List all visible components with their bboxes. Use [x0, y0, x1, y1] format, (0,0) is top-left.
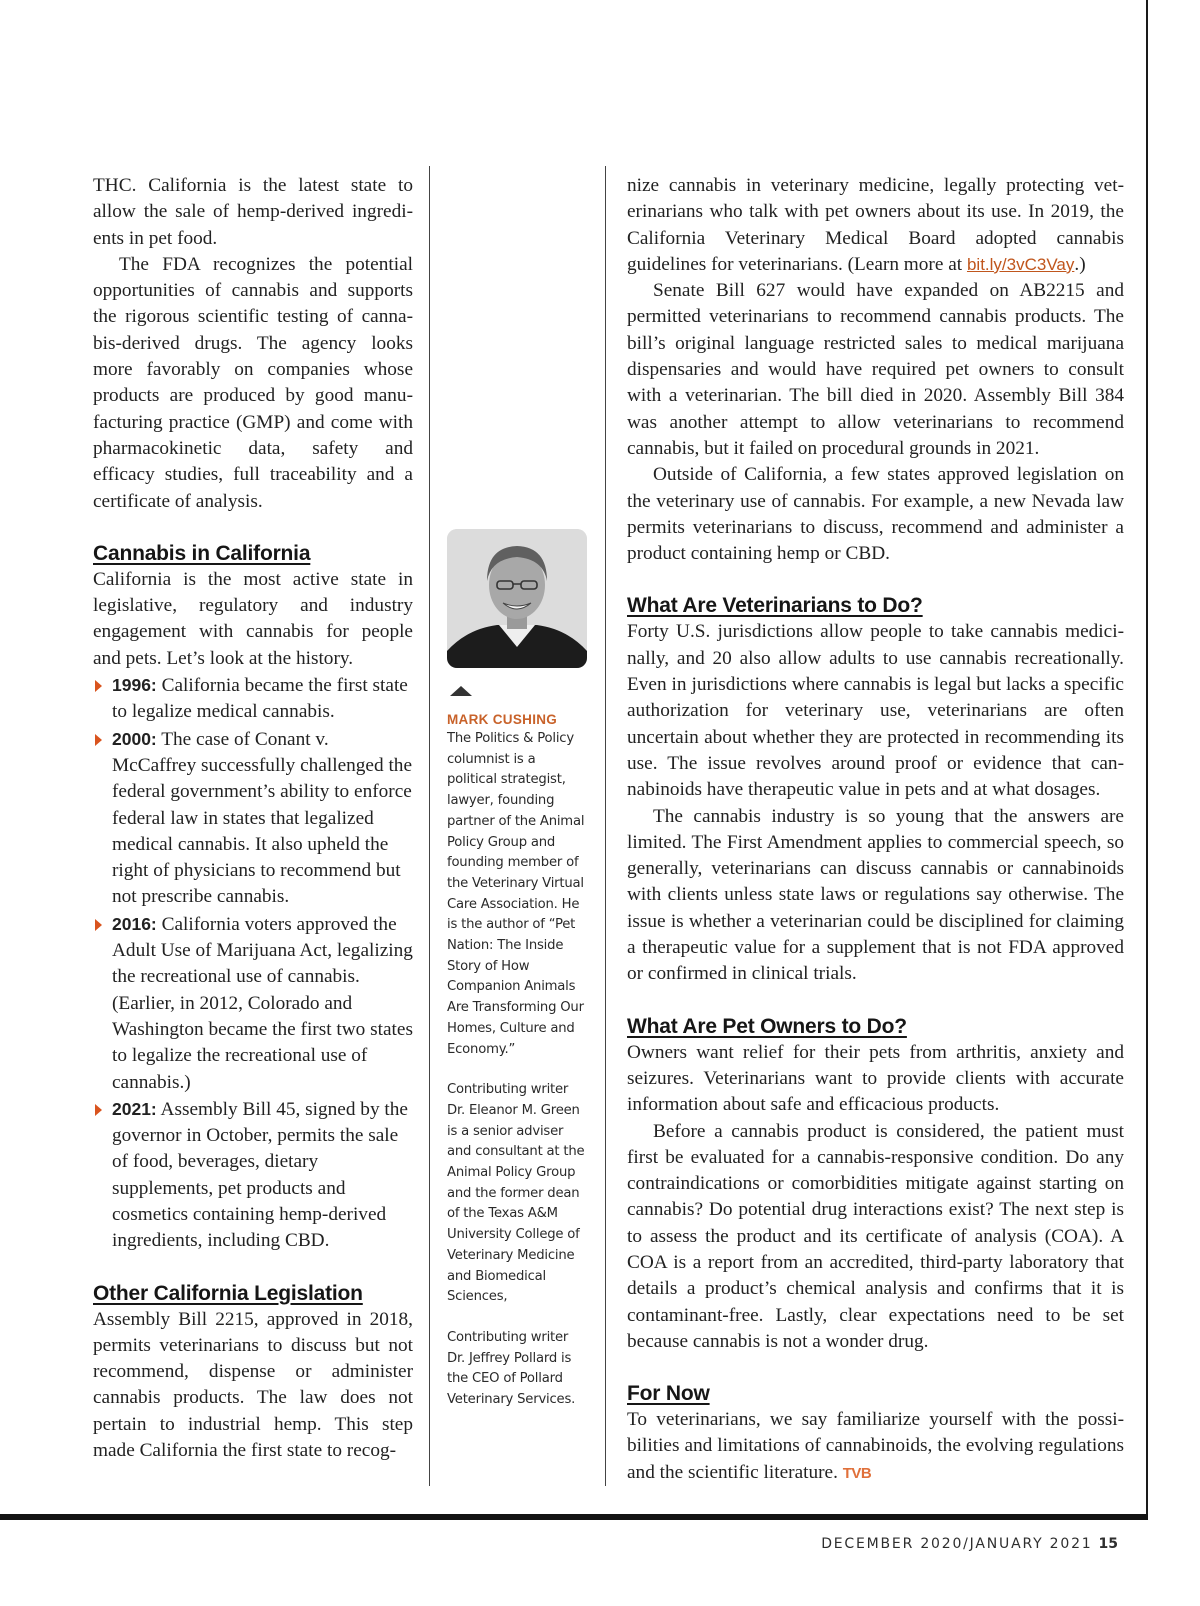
bullet-text: Assembly Bill 45, signed by the governor in October, permits the sale of food, beverages, dietary supplements, pet products and cosmetics containing hemp-derived ingredients, including CBD.: [112, 1098, 408, 1252]
bullet-year: 2000:: [112, 728, 157, 749]
list-item: [93, 1096, 413, 1255]
author-name: MARK CUSHING: [447, 712, 558, 727]
bullet-text: The case of Conant v. McCaffrey successfully challenged the federal government’s ability to enforce federal law in states that legalized medical cannabis. It also upheld the right of physicians to recommend but not prescribe cannabis.: [112, 728, 412, 908]
bullet-year: 1996:: [112, 675, 157, 696]
bullet-year: 2021:: [112, 1098, 157, 1119]
paragraph: Outside of California, a few states approved legislation on the veterinary use of cannabis. For example, a new Nevada law permits veterinarians to discuss, recommend and administer a product containing hemp or CBD.: [627, 464, 1124, 565]
contributor-bio: Contributing writer Dr. Jeffrey Pollard is the CEO of Pollard Veterinary Services.: [447, 1329, 576, 1408]
page-edge: [1146, 0, 1148, 1520]
column-divider: [605, 166, 606, 1486]
paragraph: To veterinarians, we say familiarize yourself with the possibilities and limitations of cannabinoids, the evolving regulations and the scientific literature. TVB: [627, 1409, 1124, 1483]
paragraph: California is the most active state in legislative, regulatory and industry engagement with cannabis for people and pets. Let’s look at the history.: [93, 568, 413, 669]
left-column: [93, 173, 413, 1464]
heading-other-california-legislation: Other California Legislation: [93, 1281, 363, 1305]
heading-cannabis-in-california: Cannabis in California: [93, 541, 311, 565]
page-number: 15: [1098, 1536, 1118, 1552]
heading-what-are-veterinarians-to-do: What Are Veterinarians to Do?: [627, 594, 923, 618]
column-divider: [429, 166, 430, 1486]
bullet-triangle-icon: [95, 1104, 102, 1116]
paragraph: Owners want relief for their pets from arthritis, anxiety and seizures. Veterinarians want to provide clients with accurate information about safe and efficacious products.: [627, 1041, 1124, 1116]
author-photo: [447, 529, 587, 668]
bullet-triangle-icon: [95, 734, 102, 746]
heading-for-now: For Now: [627, 1382, 710, 1406]
author-bio: The Politics & Policy columnist is a political strategist, lawyer, founding partner of the Animal Policy Group and founding member of the Veterinary Virtual Care Association. He is the author of “Pet Nation: The Inside Story of How Companion Animals Are Transforming Our Homes, Culture and Economy.”: [447, 731, 585, 1057]
bullet-year: 2016:: [112, 913, 157, 934]
list-item: [93, 726, 413, 911]
footer-rule: [0, 1514, 1148, 1520]
paragraph: THC. California is the latest state to allow the sale of hemp-derived ingredients in pet food.: [93, 175, 413, 249]
caret-up-icon: [450, 686, 472, 696]
paragraph: Forty U.S. jurisdictions allow people to take cannabis medicinally, and 20 also allow adults to use cannabis recreationally. Even in jurisdictions where cannabis is legal but lacks a specific authorization for veterinary use, veterinarians are often uncertain about whether they are protected in recommending its use. The issue revolves around proof or evidence that cannabinoids have therapeutic value in pets and at what dosages.: [627, 621, 1124, 801]
paragraph: The FDA recognizes the potential opportunities of cannabis and supports the rigorous scientific testing of cannabis-derived drugs. The agency looks more favorably on companies whose products are produced by good manufacturing practice (GMP) and come with pharmacokinetic data, safety and efficacy studies, full traceability and a certificate of analysis.: [93, 253, 413, 512]
heading-what-are-pet-owners-to-do: What Are Pet Owners to Do?: [627, 1014, 907, 1038]
list-item: [93, 672, 413, 726]
list-item: [93, 911, 413, 1096]
paragraph: Assembly Bill 2215, approved in 2018, permits veterinarians to discuss but not recommend, dispense or administer cannabis products. The law does not pertain to industrial hemp. This step made California the first state to recog-: [93, 1308, 413, 1462]
paragraph: Senate Bill 627 would have expanded on AB2215 and permitted veterinarians to recommend cannabis products. The bill’s original language restricted sales to medical marijuana dispensaries and would have required pet owners to consult with a veterinarian. The bill died in 2020. Assembly Bill 384 was another attempt to allow veterinarians to recommend cannabis, but it failed on procedural grounds in 2021.: [627, 280, 1124, 459]
bullet-triangle-icon: [95, 680, 102, 692]
paragraph: The cannabis industry is so young that the answers are limited. The First Amendment applies to commercial speech, so generally, veterinarians can discuss cannabis or cannabinoids with clients unless state laws or regulations say otherwise. The issue is whether a veterinarian could be disciplined for claiming a therapeutic value for a supplement that is not FDA approved or confirmed in clinical trials.: [627, 805, 1124, 985]
history-list: [93, 672, 413, 1255]
bullet-text: California became the first state to legalize medical cannabis.: [112, 675, 408, 723]
author-sidebar: [447, 529, 589, 1411]
contributor-bio: Contributing writer Dr. Eleanor M. Green is a senior adviser and consultant at the Animal Policy Group and the former dean of the Texas A&M University College of Veterinary Medicine and Biomedical Sciences,: [447, 1082, 585, 1305]
right-column: [627, 173, 1124, 1487]
paragraph: Before a cannabis product is considered, the patient must first be evaluated for a cannabis-responsive condition. Do any contraindications or comorbidities mitigate against starting on cannabis? Do potential drug interactions exist? The next step is to assess the product and its certificate of analysis (COA). A COA is a report from an accredited, third-party laboratory that details a product’s chemical analysis and confirms that it is contaminant-free. Lastly, clear expectations need to be set because cannabis is not a wonder drug.: [627, 1120, 1124, 1352]
tvb-logo: TVB: [842, 1464, 872, 1482]
article-link[interactable]: bit.ly/3vC3Vay: [966, 254, 1075, 274]
page-footer: [821, 1536, 1118, 1552]
issue-date: DECEMBER 2020/JANUARY 2021: [821, 1536, 1093, 1552]
paragraph: nize cannabis in veterinary medicine, legally protecting veterinarians who talk with pet owners about its use. In 2019, the California Veterinary Medical Board adopted cannabis guidelines for veterinarians. (Learn more at bit.ly/3vC3Vay.): [627, 175, 1124, 275]
bullet-text: California voters approved the Adult Use of Marijuana Act, legalizing the recreational use of cannabis. (Earlier, in 2012, Colorado and Washington became the first two states to legalize the recreational use of cannabis.): [112, 913, 413, 1093]
bullet-triangle-icon: [95, 919, 102, 931]
